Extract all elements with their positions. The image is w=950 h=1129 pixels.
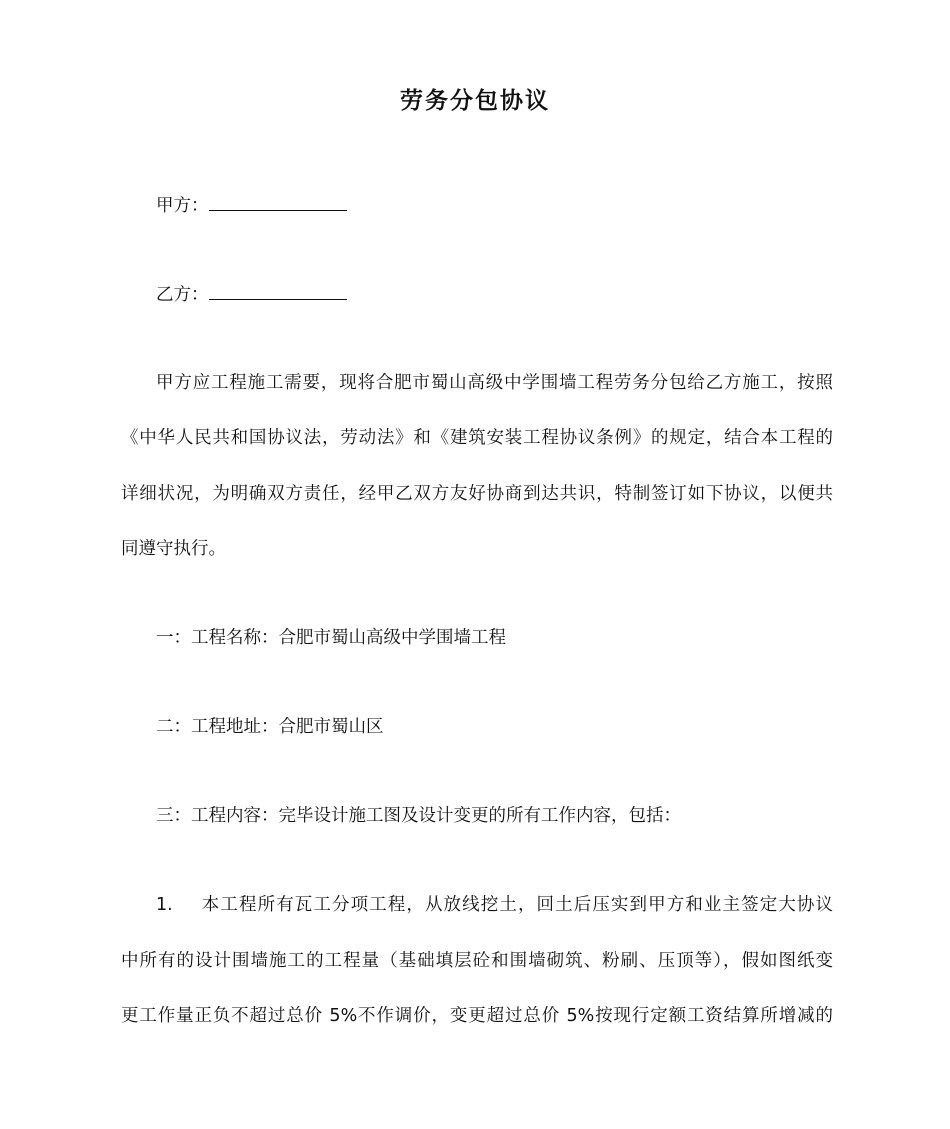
item-project-address: 二：工程地址：合肥市蜀山区 (156, 717, 384, 737)
sub-item-1-text: 本工程所有瓦工分项工程，从放线挖土，回土后压实到甲方和业主签定大协议 (200, 895, 833, 915)
party-b-line (121, 281, 833, 308)
intro-line-1: 甲方应工程施工需要，现将合肥市蜀山高级中学围墙工程劳务分包给乙方施工，按照 (156, 373, 833, 393)
party-a-blank (209, 192, 347, 211)
party-b-label: 乙方： (156, 285, 209, 305)
sub-item-1-line-1 (121, 892, 833, 918)
intro-line-4: 同遵守执行。 (121, 539, 226, 559)
sub-item-1-line-3: 更工作量正负不超过总价 5%不作调价，变更超过总价 5%按现行定额工资结算所增减的 (121, 1006, 833, 1026)
sub-item-1-line-2: 中所有的设计围墙施工的工程量（基础填层砼和围墙砌筑、粉刷、压顶等），假如图纸变 (121, 951, 833, 971)
document-title: 劳务分包协议 (400, 88, 550, 114)
party-b-blank (209, 281, 347, 300)
party-a-line (121, 192, 833, 219)
party-a-label: 甲方： (156, 196, 209, 216)
sub-item-1-number: 1. (156, 895, 173, 915)
item-project-name: 一：工程名称：合肥市蜀山高级中学围墙工程 (156, 628, 506, 648)
intro-line-3: 详细状况，为明确双方责任，经甲乙双方友好协商到达共识，特制签订如下协议，以便共 (121, 484, 833, 504)
intro-line-2: 《中华人民共和国协议法，劳动法》和《建筑安装工程协议条例》的规定，结合本工程的 (121, 428, 833, 448)
item-project-content: 三：工程内容：完毕设计施工图及设计变更的所有工作内容，包括： (156, 806, 681, 826)
